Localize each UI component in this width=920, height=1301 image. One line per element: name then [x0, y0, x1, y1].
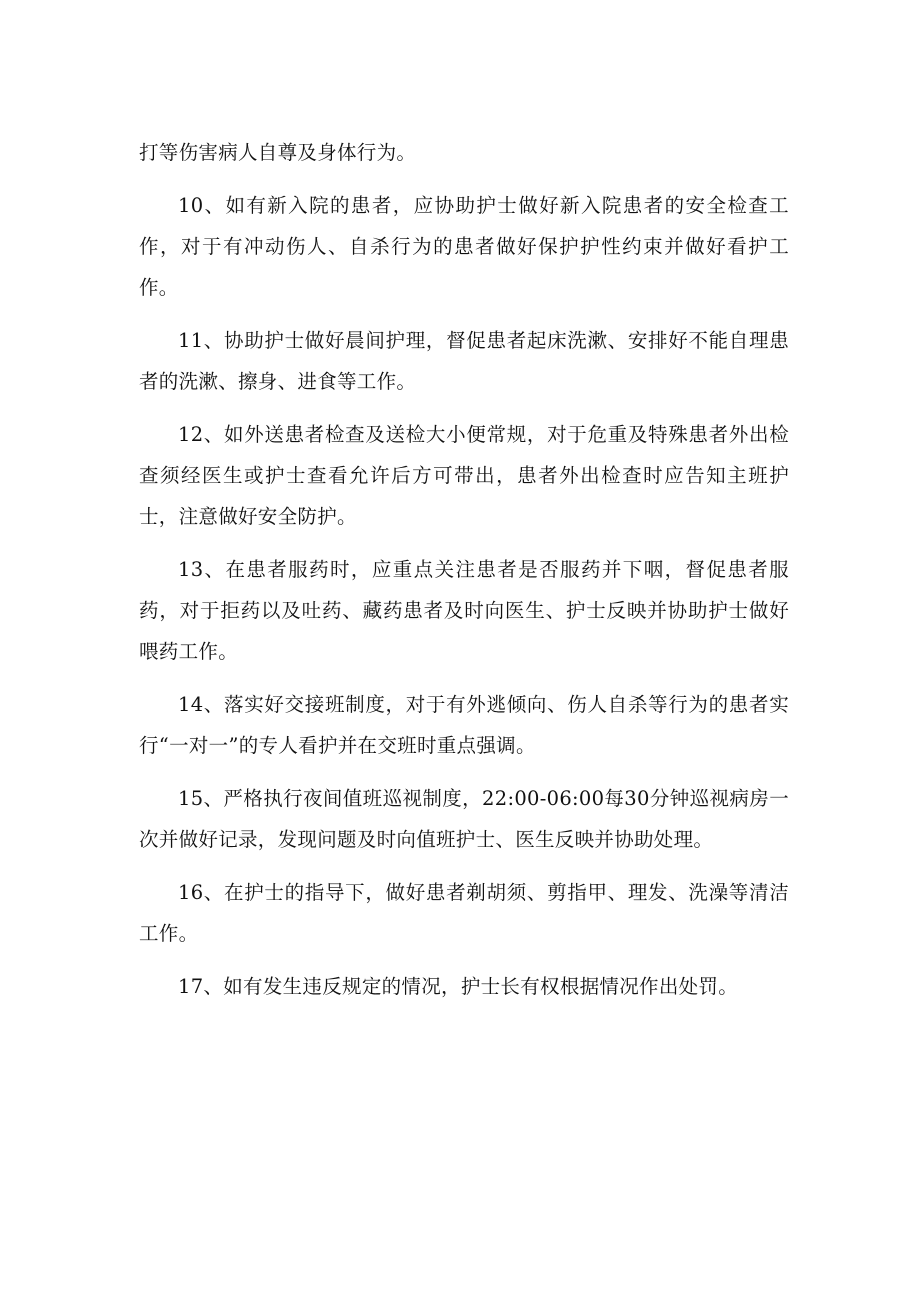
paragraph-item-15: 15、严格执行夜间值班巡视制度，22:00-06:00每30分钟巡视病房一次并做好记录，发现问题及时向值班护士、医生反映并协助处理。 [139, 787, 789, 851]
paragraph-item-13: 13、在患者服药时，应重点关注患者是否服药并下咽，督促患者服药，对于拒药以及吐药、藏药患者及时向医生、护士反映并协助护士做好喂药工作。 [139, 558, 789, 663]
paragraph-item-16: 16、在护士的指导下，做好患者剃胡须、剪指甲、理发、洗澡等清洁工作。 [139, 881, 789, 945]
paragraph-item-11: 11、协助护士做好晨间护理，督促患者起床洗漱、安排好不能自理患者的洗漱、擦身、进食等工作。 [139, 329, 789, 393]
paragraph-item-17: 17、如有发生违反规定的情况，护士长有权根据情况作出处罚。 [178, 975, 739, 998]
document-body [139, 132, 789, 1019]
paragraph-item-14: 14、落实好交接班制度，对于有外逃倾向、伤人自杀等行为的患者实行“一对一”的专人看护并在交班时重点强调。 [139, 693, 789, 757]
paragraph-item-12: 12、如外送患者检查及送检大小便常规，对于危重及特殊患者外出检查须经医生或护士查看允许后方可带出，患者外出检查时应告知主班护士，注意做好安全防护。 [139, 423, 789, 528]
paragraph-item-10: 10、如有新入院的患者，应协助护士做好新入院患者的安全检查工作，对于有冲动伤人、自杀行为的患者做好保护护性约束并做好看护工作。 [139, 194, 789, 299]
paragraph-continuation: 打等伤害病人自尊及身体行为。 [139, 141, 417, 164]
